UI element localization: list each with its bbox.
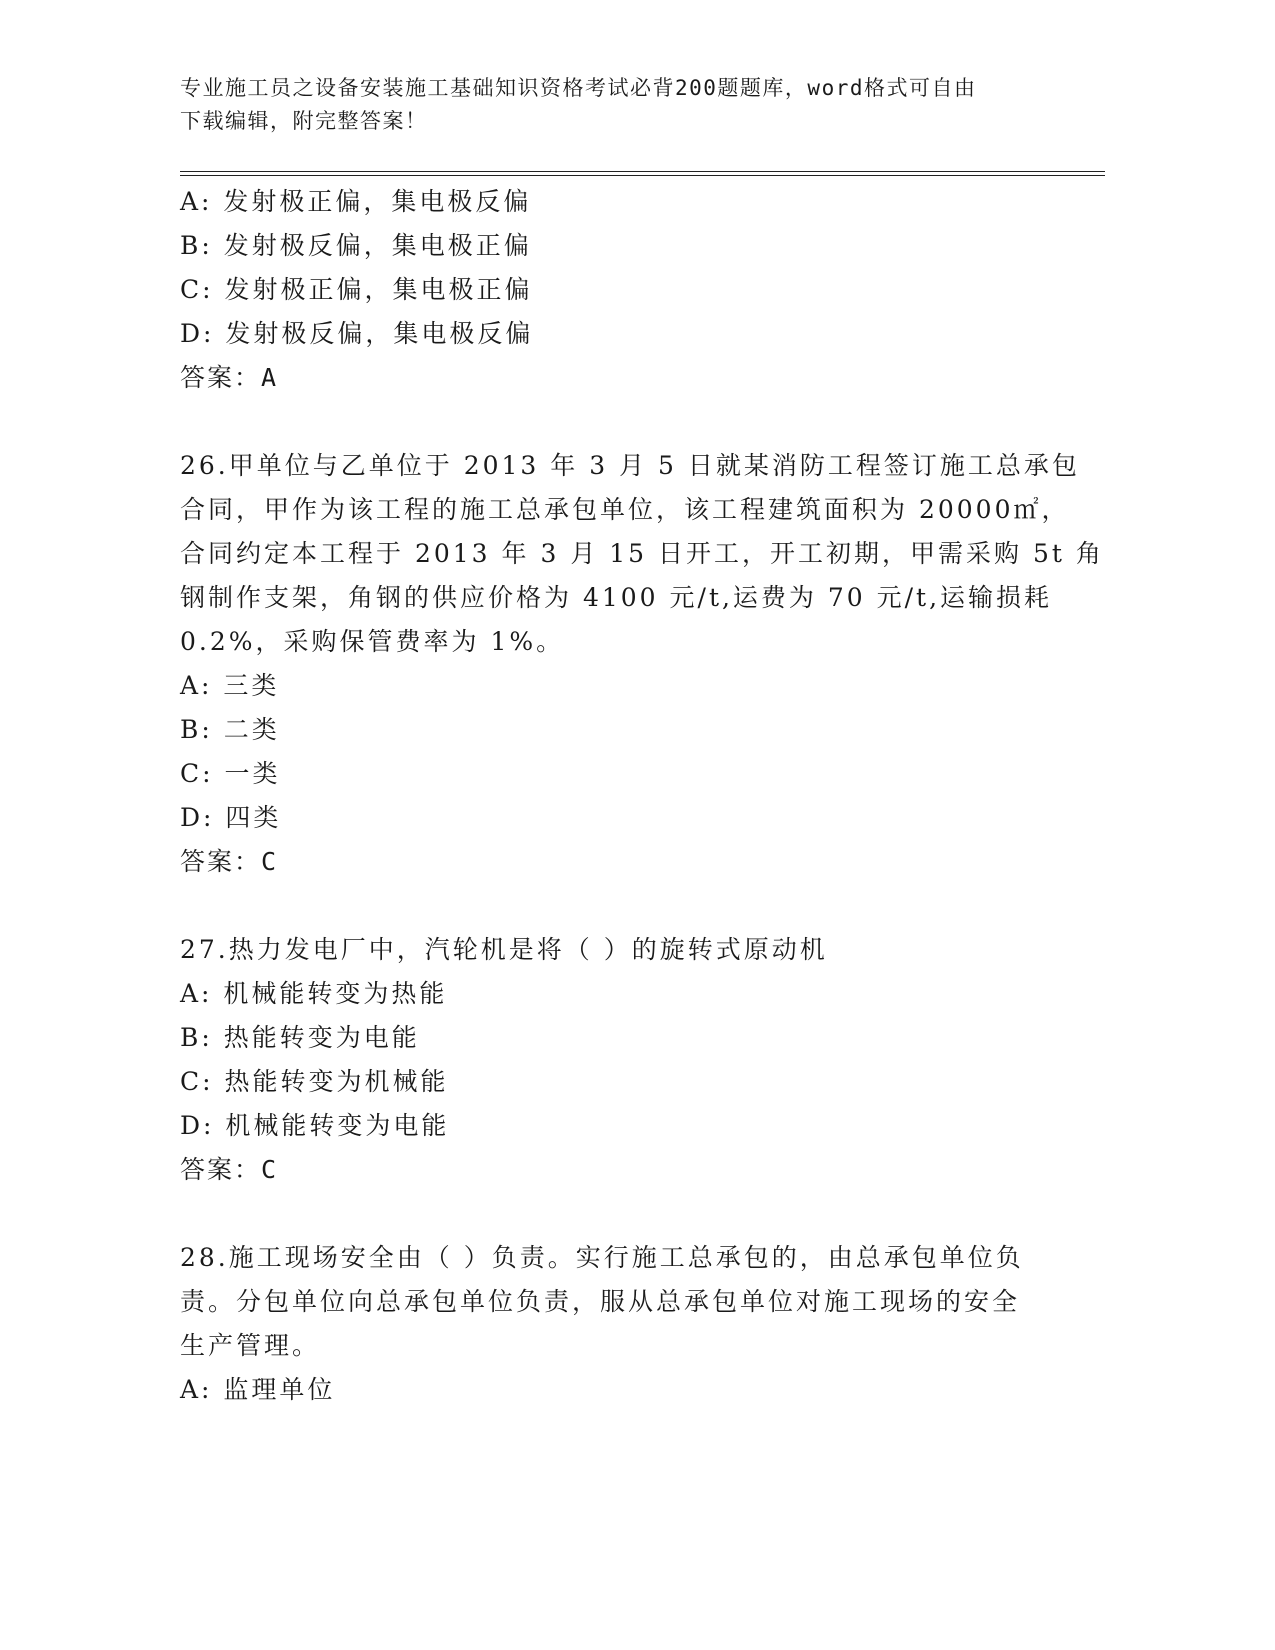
option-b: B: 二类	[180, 715, 280, 744]
answer-line	[180, 356, 1040, 400]
option-b: B: 热能转变为电能	[180, 1023, 420, 1052]
question-text-line: 钢制作支架，角钢的供应价格为 4100 元/t,运费为 70 元/t,运输损耗	[180, 583, 1053, 612]
answer-line	[180, 840, 1040, 884]
answer-value: C	[261, 1155, 279, 1184]
question-list	[180, 180, 1104, 1412]
question-27	[180, 928, 1040, 1192]
answer-label: 答案：	[180, 1155, 262, 1184]
answer-label: 答案：	[180, 363, 262, 392]
option-c: C: 发射极正偏，集电极正偏	[180, 275, 533, 304]
question-text-line: 0.2%，采购保管费率为 1%。	[180, 627, 565, 656]
question-text-line: 27.热力发电厂中，汽轮机是将（ ）的旋转式原动机	[180, 935, 828, 964]
question-text-line: 责。分包单位向总承包单位负责，服从总承包单位对施工现场的安全	[180, 1287, 1021, 1316]
header-divider-bottom	[180, 175, 1105, 176]
option-c: C: 热能转变为机械能	[180, 1067, 449, 1096]
question-text-line: 26.甲单位与乙单位于 2013 年 3 月 5 日就某消防工程签订施工总承包	[180, 451, 1080, 480]
question-text-line: 28.施工现场安全由（ ）负责。实行施工总承包的，由总承包单位负	[180, 1243, 1024, 1272]
answer-value: A	[261, 363, 279, 392]
option-a: A: 监理单位	[180, 1375, 336, 1404]
document-header	[180, 72, 1040, 138]
option-d: D: 四类	[180, 803, 282, 832]
header-title-line-1: 专业施工员之设备安装施工基础知识资格考试必背200题题库，word格式可自由	[180, 76, 977, 100]
question-26	[180, 444, 1104, 884]
answer-line	[180, 1148, 1040, 1192]
option-a: A: 三类	[180, 671, 280, 700]
option-b: B: 发射极反偏，集电极正偏	[180, 231, 532, 260]
question-text-line: 生产管理。	[180, 1331, 321, 1360]
question-text-line: 合同，甲作为该工程的施工总承包单位，该工程建筑面积为 20000㎡，	[180, 495, 1070, 524]
option-d: D: 发射极反偏，集电极反偏	[180, 319, 534, 348]
answer-value: C	[261, 847, 279, 876]
option-a: A: 机械能转变为热能	[180, 979, 448, 1008]
header-title-line-2: 下载编辑，附完整答案！	[180, 109, 428, 133]
header-divider-top	[180, 171, 1105, 172]
answer-label: 答案：	[180, 847, 262, 876]
option-d: D: 机械能转变为电能	[180, 1111, 450, 1140]
option-a: A: 发射极正偏，集电极反偏	[180, 187, 532, 216]
option-c: C: 一类	[180, 759, 281, 788]
question-28	[180, 1236, 1040, 1412]
question-25-continued	[180, 180, 1040, 400]
question-text-line: 合同约定本工程于 2013 年 3 月 15 日开工，开工初期，甲需采购 5t 角	[180, 539, 1104, 568]
